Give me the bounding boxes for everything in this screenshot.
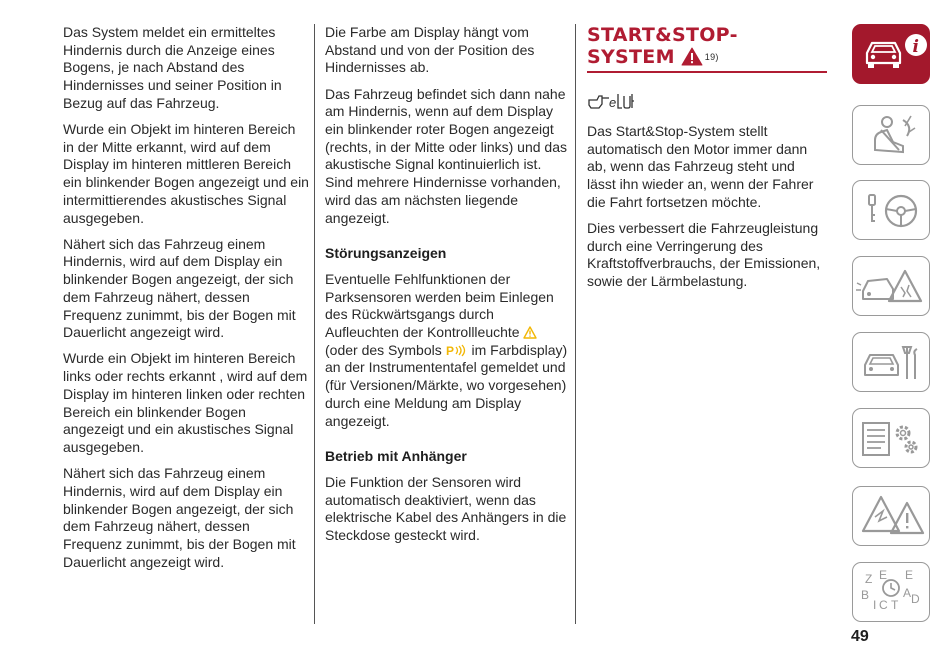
svg-text:e: e	[609, 95, 617, 110]
svg-text:E: E	[879, 568, 888, 582]
steering-wheel-icon	[853, 181, 931, 241]
paragraph: Eventuelle Fehlfunktionen der Parksensoren werden beim Einlegen des Rückwärtsgangs durch Aufleuchten der Kontrollleuchte (oder des Symbols P im Farbdisplay) an der Instrumententafel gemeldet und (für Versionen/Märkte, wo vorgesehen) durch eine Meldung am Display angezeigt.	[325, 270, 568, 429]
title-underline	[587, 71, 827, 73]
parking-sensor-icon	[446, 344, 468, 357]
footnote-ref: 19)	[704, 52, 719, 62]
section-heading: Betrieb mit Anhänger	[325, 448, 467, 465]
eco-hand-icon	[587, 90, 635, 112]
column-1	[63, 24, 309, 580]
car-tools-icon	[853, 333, 931, 393]
paragraph: Dies verbessert die Fahrzeugleistung durch eine Verringerung des Kraftstoffverbrauchs, der Emissionen, sowie der Lärmbelastung.	[587, 220, 821, 290]
svg-text:B: B	[861, 588, 870, 602]
airbag-seat-icon	[853, 106, 931, 166]
tab-warnings[interactable]	[852, 486, 930, 546]
warning-triangle-icon	[681, 47, 703, 66]
warning-signs-icon	[853, 487, 931, 547]
car-info-icon	[853, 25, 931, 85]
car-crash-warning-icon	[853, 257, 931, 317]
section-title: START&STOP- SYSTEM 19)	[587, 24, 738, 68]
paragraph: Wurde ein Objekt im hinteren Bereich in der Mitte erkannt, wird auf dem Display im hinteren mittleren Bereich ein blinkender Bogen angezeigt und ein intermittierendes akustisches Signal ausgegeben.	[63, 121, 309, 226]
paragraph: Wurde ein Objekt im hinteren Bereich links oder rechts erkannt , wird auf dem Display im hinteren linken oder rechten Bereich ein blinkender Bogen angezeigt und ein akustisches Signal ausgegeben.	[63, 350, 308, 455]
svg-text:I: I	[873, 598, 877, 612]
paragraph: Nähert sich das Fahrzeug einem Hindernis, wird auf dem Display ein blinkender Bogen angezeigt, der sich dem Fahrzeug nähert, dessen Frequenz zunimmt, bis der Bogen mit Dauerlicht angezeigt wird.	[63, 465, 296, 570]
column-divider	[575, 24, 576, 624]
paragraph: Nähert sich das Fahrzeug einem Hindernis, wird auf dem Display ein blinkender Bogen angezeigt, der sich dem Fahrzeug nähert, dessen Frequenz zunimmt, bis der Bogen mit Dauerlicht angezeigt wird.	[63, 235, 296, 341]
tab-starting-driving[interactable]	[852, 180, 930, 240]
paragraph: Das System meldet ein ermitteltes Hindernis durch die Anzeige eines Bogens, je nach Abstand des Hindernisses und seiner Position in Bezug auf das Fahrzeug.	[63, 24, 282, 111]
tab-index[interactable]	[852, 562, 930, 622]
svg-text:A: A	[903, 586, 912, 600]
svg-text:D: D	[911, 592, 920, 606]
tab-emergency[interactable]	[852, 256, 930, 316]
paragraph: Das Start&Stop-System stellt automatisch den Motor immer dann ab, wenn das Fahrzeug steht und lässt ihn wieder an, wenn der Fahrer die Fahrt fortsetzen möchte.	[587, 123, 814, 210]
svg-text:i: i	[912, 37, 919, 57]
column-divider	[314, 24, 315, 624]
svg-text:C: C	[879, 598, 888, 612]
warning-triangle-icon	[523, 326, 537, 339]
column-2	[325, 24, 569, 553]
svg-text:E: E	[905, 568, 914, 582]
section-heading: Störungsanzeigen	[325, 245, 447, 262]
svg-text:T: T	[891, 598, 899, 612]
tab-maintenance[interactable]	[852, 332, 930, 392]
svg-text:P: P	[445, 343, 454, 357]
paragraph: Das Fahrzeug befindet sich dann nahe am Hindernis, wenn auf dem Display ein blinkender roter Bogen angezeigt (rechts, in der Mitte oder links) und das akustische Signal kontinuierlich ist. Sind mehrere Hindernisse vorhanden, wird das am nächsten liegende angezeigt.	[325, 85, 567, 226]
svg-text:Z: Z	[865, 572, 873, 586]
paragraph: Die Farbe am Display hängt vom Abstand und von der Position des Hindernisses ab.	[325, 24, 535, 76]
specs-gears-icon	[853, 409, 931, 469]
alphabet-index-icon	[853, 563, 931, 623]
page-number: 49	[851, 628, 869, 645]
tab-car-info[interactable]	[852, 24, 930, 84]
tab-safety[interactable]	[852, 105, 930, 165]
paragraph: Die Funktion der Sensoren wird automatisch deaktiviert, wenn das elektrische Kabel des Anhängers in die Steckdose gesteckt wird.	[325, 473, 567, 544]
tab-technical-data[interactable]	[852, 408, 930, 468]
column-3	[587, 24, 827, 299]
